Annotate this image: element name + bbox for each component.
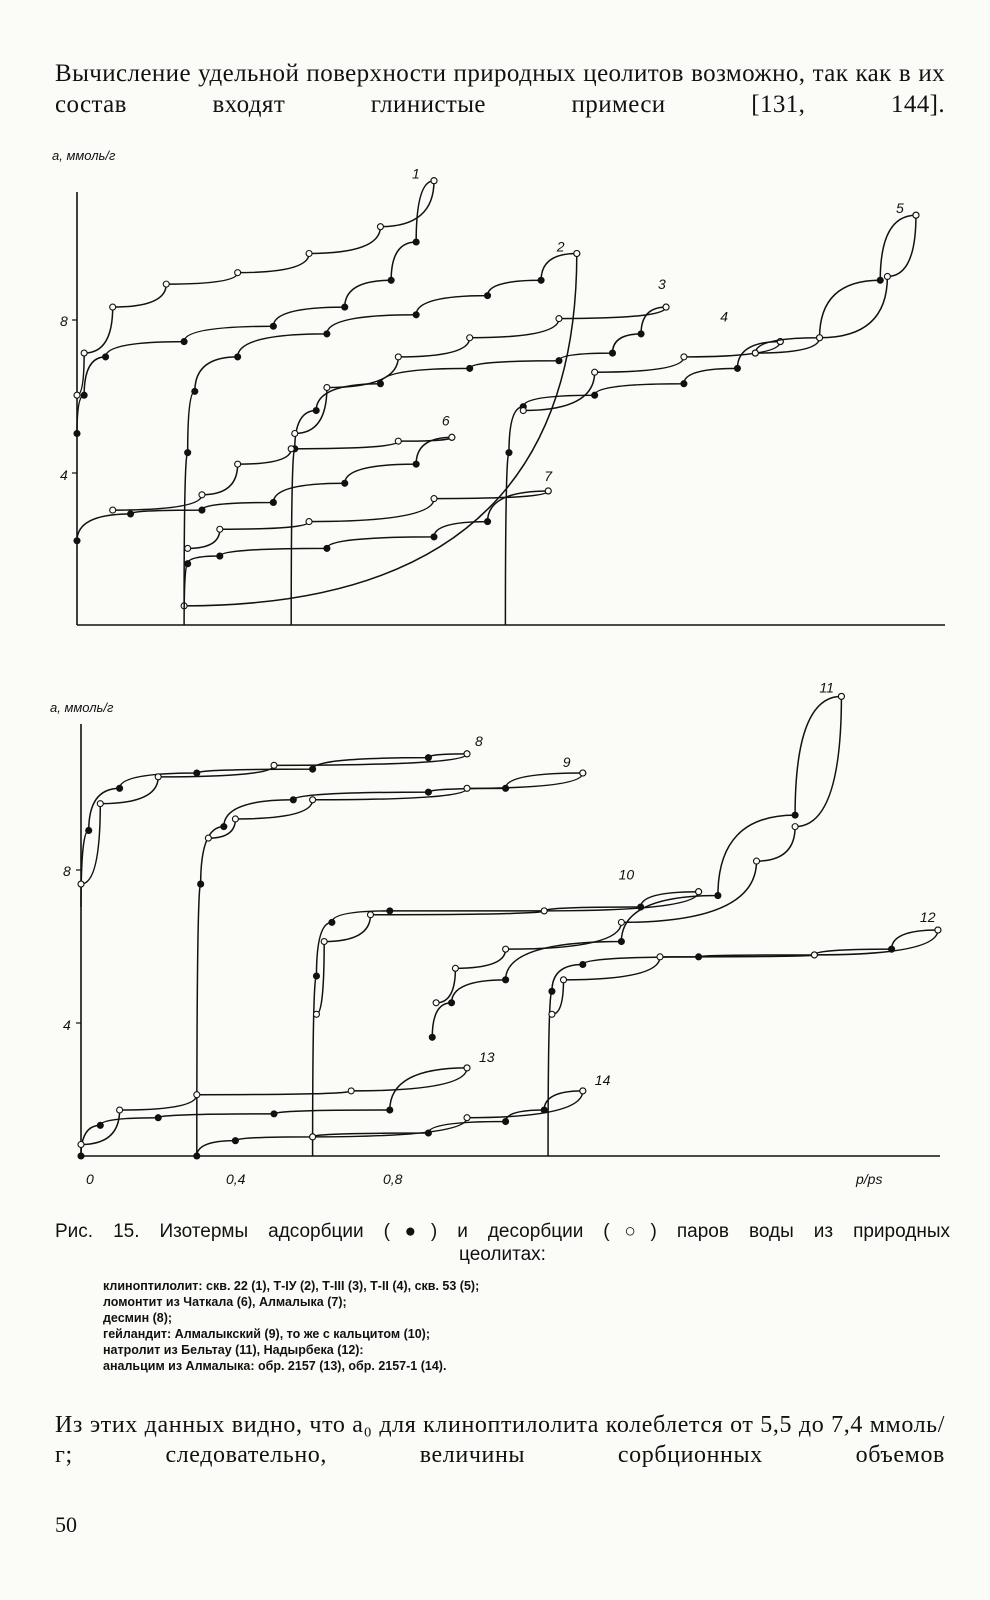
- figure-caption: [55, 1220, 950, 1266]
- legend-line: ломонтит из Чаткала (6), Алмалыка (7);: [103, 1295, 347, 1309]
- point-6-desorption: [199, 492, 205, 498]
- point-5-desorption: [752, 350, 758, 356]
- point-1-adsorption: [81, 392, 87, 398]
- point-10-adsorption: [329, 919, 335, 925]
- curve-label-13: 13: [479, 1048, 495, 1065]
- y-tick-4: 4: [60, 467, 68, 483]
- point-9-desorption: [580, 770, 586, 776]
- point-6-adsorption: [413, 461, 419, 467]
- point-14-desorption: [580, 1088, 586, 1094]
- point-4-desorption: [592, 369, 598, 375]
- point-6-desorption: [110, 507, 116, 513]
- point-11-adsorption: [618, 939, 624, 945]
- point-10-adsorption: [387, 908, 393, 914]
- curve-label-14: 14: [594, 1071, 611, 1088]
- point-14-adsorption: [503, 1119, 509, 1125]
- point-14-desorption: [464, 1115, 470, 1121]
- point-10-desorption: [541, 908, 547, 914]
- point-7-adsorption: [185, 561, 191, 567]
- point-5-desorption: [884, 273, 890, 279]
- point-7-desorption: [217, 526, 223, 532]
- y-axis-title: a, ммоль/г: [50, 700, 114, 715]
- point-11-desorption: [838, 693, 844, 699]
- point-9-desorption: [232, 816, 238, 822]
- point-11-desorption: [754, 858, 760, 864]
- point-2-adsorption: [413, 312, 419, 318]
- legend-line: клиноптилолит: скв. 22 (1), Т-IУ (2), Т-III (3), Т-II (4), скв. 53 (5);: [103, 1279, 480, 1293]
- point-5-desorption: [817, 335, 823, 341]
- point-8-adsorption: [310, 766, 316, 772]
- curve-label-10: 10: [618, 866, 635, 883]
- point-4-desorption: [681, 354, 687, 360]
- point-1-desorption: [377, 224, 383, 230]
- legend-line: натролит из Бельтау (11), Надырбека (12):: [103, 1343, 364, 1357]
- curve-7-adsorption: [184, 491, 548, 625]
- point-2-adsorption: [324, 331, 330, 337]
- point-6-desorption: [395, 438, 401, 444]
- point-12-desorption: [657, 954, 663, 960]
- y-tick-8: 8: [60, 313, 68, 329]
- point-14-adsorption: [194, 1153, 200, 1159]
- point-7-adsorption: [485, 519, 491, 525]
- point-11-desorption: [433, 1000, 439, 1006]
- point-9-desorption: [205, 835, 211, 841]
- curve-5-adsorption: [755, 215, 916, 353]
- point-9-adsorption: [290, 797, 296, 803]
- point-7-adsorption: [431, 534, 437, 540]
- point-6-adsorption: [74, 538, 80, 544]
- point-13-desorption: [194, 1092, 200, 1098]
- point-11-adsorption: [503, 977, 509, 983]
- point-13-desorption: [464, 1065, 470, 1071]
- point-3-desorption: [663, 304, 669, 310]
- curve-label-11: 11: [819, 679, 834, 696]
- legend-line: десмин (8);: [103, 1311, 173, 1325]
- point-8-adsorption: [86, 827, 92, 833]
- point-1-adsorption: [103, 354, 109, 360]
- point-11-adsorption: [449, 1000, 455, 1006]
- curve-6-adsorption: [77, 437, 452, 540]
- point-13-adsorption: [387, 1107, 393, 1113]
- point-8-desorption: [155, 774, 161, 780]
- x-tick-0: 0: [86, 1171, 94, 1187]
- point-1-desorption: [163, 281, 169, 287]
- point-7-desorption: [306, 519, 312, 525]
- curve-8-desorption: [81, 754, 467, 884]
- point-7-desorption: [431, 496, 437, 502]
- curve-1-adsorption: [77, 181, 434, 434]
- point-6-desorption: [288, 446, 294, 452]
- point-13-desorption: [78, 1142, 84, 1148]
- point-14-desorption: [310, 1134, 316, 1140]
- point-7-adsorption: [217, 553, 223, 559]
- point-2-adsorption: [185, 450, 191, 456]
- point-3-adsorption: [610, 350, 616, 356]
- point-8-desorption: [464, 751, 470, 757]
- point-11-desorption: [792, 824, 798, 830]
- curve-label-7: 7: [544, 467, 553, 484]
- curve-9-adsorption: [197, 773, 583, 1156]
- curve-8-adsorption: [81, 754, 467, 907]
- point-2-adsorption: [485, 293, 491, 299]
- point-3-desorption: [324, 385, 330, 391]
- curve-label-4: 4: [720, 308, 729, 325]
- curve-label-1: 1: [412, 165, 420, 182]
- conclusion-paragraph: Из этих данных видно, что a₀ для клиноптилолита колеблется от 5,5 до 7,4 ммоль/г; следовательно, величины сорбционных объемов: [55, 1412, 945, 1468]
- point-10-adsorption: [313, 973, 319, 979]
- curve-3-desorption: [295, 307, 666, 433]
- point-2-adsorption: [192, 388, 198, 394]
- top-curves: [74, 166, 919, 625]
- curve-label-8: 8: [475, 732, 483, 749]
- point-13-adsorption: [78, 1153, 84, 1159]
- point-6-desorption: [235, 461, 241, 467]
- point-10-desorption: [368, 912, 374, 918]
- caption-legend: [103, 1278, 479, 1374]
- point-3-adsorption: [467, 365, 473, 371]
- curve-12-adsorption: [548, 930, 938, 1156]
- curve-label-5: 5: [895, 200, 904, 217]
- curve-label-3: 3: [658, 276, 666, 293]
- adsorption-chart-bottom: [0, 679, 990, 1210]
- page-number: 50: [55, 1512, 77, 1537]
- point-6-adsorption: [128, 511, 134, 517]
- point-8-adsorption: [117, 785, 123, 791]
- point-11-adsorption: [715, 893, 721, 899]
- point-1-desorption: [306, 250, 312, 256]
- curve-2-adsorption: [184, 253, 577, 605]
- x-tick-08: 0,8: [383, 1171, 403, 1187]
- point-12-desorption: [811, 952, 817, 958]
- y-axis: [72, 192, 945, 625]
- adsorption-chart-top: [0, 140, 990, 660]
- point-3-desorption: [467, 335, 473, 341]
- point-7-desorption: [185, 545, 191, 551]
- point-11-desorption: [452, 965, 458, 971]
- point-13-adsorption: [155, 1115, 161, 1121]
- point-1-desorption: [431, 178, 437, 184]
- point-1-adsorption: [181, 339, 187, 345]
- point-4-adsorption: [681, 381, 687, 387]
- y-axis-title: a, ммоль/г: [52, 148, 116, 163]
- point-3-adsorption: [313, 408, 319, 414]
- point-10-desorption: [696, 889, 702, 895]
- point-1-desorption: [235, 270, 241, 276]
- point-1-adsorption: [270, 323, 276, 329]
- point-4-adsorption: [592, 392, 598, 398]
- point-1-desorption: [81, 350, 87, 356]
- point-7-desorption: [545, 488, 551, 494]
- point-6-adsorption: [270, 499, 276, 505]
- point-3-desorption: [395, 354, 401, 360]
- curve-7-desorption: [188, 491, 549, 548]
- curve-11-adsorption: [432, 696, 841, 1037]
- point-3-desorption: [556, 316, 562, 322]
- point-1-desorption: [74, 392, 80, 398]
- point-4-adsorption: [506, 450, 512, 456]
- point-1-adsorption: [388, 277, 394, 283]
- curve-12-desorption: [552, 930, 938, 1014]
- point-1-adsorption: [74, 431, 80, 437]
- point-6-adsorption: [199, 507, 205, 513]
- point-14-adsorption: [232, 1138, 238, 1144]
- point-11-adsorption: [429, 1034, 435, 1040]
- point-8-desorption: [78, 881, 84, 887]
- point-5-adsorption: [877, 277, 883, 283]
- point-4-desorption: [520, 408, 526, 414]
- point-11-adsorption: [792, 812, 798, 818]
- curve-14-desorption: [313, 1091, 583, 1137]
- point-13-adsorption: [271, 1111, 277, 1117]
- legend-line: гейландит: Алмалыкский (9), то же с кальцитом (10);: [103, 1327, 430, 1341]
- point-6-adsorption: [342, 480, 348, 486]
- y-tick-8: 8: [63, 863, 71, 879]
- point-12-desorption: [561, 977, 567, 983]
- curve-1-desorption: [77, 181, 434, 395]
- point-10-desorption: [313, 1011, 319, 1017]
- point-3-desorption: [292, 431, 298, 437]
- curve-14-adsorption: [197, 1091, 583, 1156]
- curve-5-desorption: [755, 215, 916, 353]
- curve-label-9: 9: [562, 754, 571, 770]
- point-12-adsorption: [549, 988, 555, 994]
- bottom-curves: [78, 679, 941, 1159]
- point-12-desorption: [549, 1011, 555, 1017]
- intro-paragraph: Вычисление удельной поверхности природных цеолитов возможно, так как в их состав входят глинистые примеси [131, 144].: [55, 60, 945, 118]
- point-12-adsorption: [580, 962, 586, 968]
- point-9-adsorption: [198, 881, 204, 887]
- point-8-desorption: [271, 762, 277, 768]
- caption-line-2: цеолитах:: [459, 1244, 546, 1265]
- point-3-adsorption: [638, 331, 644, 337]
- point-8-adsorption: [194, 770, 200, 776]
- point-1-adsorption: [413, 239, 419, 245]
- point-4-adsorption: [734, 365, 740, 371]
- point-13-desorption: [117, 1107, 123, 1113]
- x-tick-04: 0,4: [226, 1171, 246, 1187]
- y-tick-4: 4: [63, 1017, 71, 1033]
- point-5-desorption: [913, 212, 919, 218]
- point-11-desorption: [503, 946, 509, 952]
- point-12-desorption: [935, 927, 941, 933]
- point-10-desorption: [321, 939, 327, 945]
- point-2-desorption: [574, 250, 580, 256]
- point-9-desorption: [310, 797, 316, 803]
- point-14-adsorption: [425, 1130, 431, 1136]
- curve-9-desorption: [208, 773, 582, 838]
- point-2-adsorption: [235, 354, 241, 360]
- curve-2-desorption: [184, 253, 577, 605]
- curve-label-12: 12: [919, 909, 936, 926]
- curve-label-6: 6: [441, 412, 450, 429]
- point-7-adsorption: [324, 545, 330, 551]
- curve-6-desorption: [113, 437, 452, 510]
- legend-line: анальцим из Алмалыка: обр. 2157 (13), обр. 2157-1 (14).: [103, 1359, 447, 1373]
- point-3-adsorption: [377, 381, 383, 387]
- point-6-desorption: [449, 434, 455, 440]
- curve-label-2: 2: [556, 238, 565, 255]
- point-11-desorption: [618, 919, 624, 925]
- caption-line-1: Рис. 15. Изотермы адсорбции (●) и десорбции (○) паров воды из природных: [55, 1221, 950, 1242]
- point-13-desorption: [348, 1088, 354, 1094]
- point-13-adsorption: [97, 1122, 103, 1128]
- point-1-adsorption: [342, 304, 348, 310]
- point-8-adsorption: [425, 755, 431, 761]
- point-3-adsorption: [556, 358, 562, 364]
- point-2-adsorption: [538, 277, 544, 283]
- point-9-adsorption: [221, 824, 227, 830]
- x-axis-title: p/ps: [856, 1171, 883, 1187]
- point-8-desorption: [97, 801, 103, 807]
- point-9-desorption: [464, 785, 470, 791]
- point-9-adsorption: [425, 789, 431, 795]
- point-1-desorption: [110, 304, 116, 310]
